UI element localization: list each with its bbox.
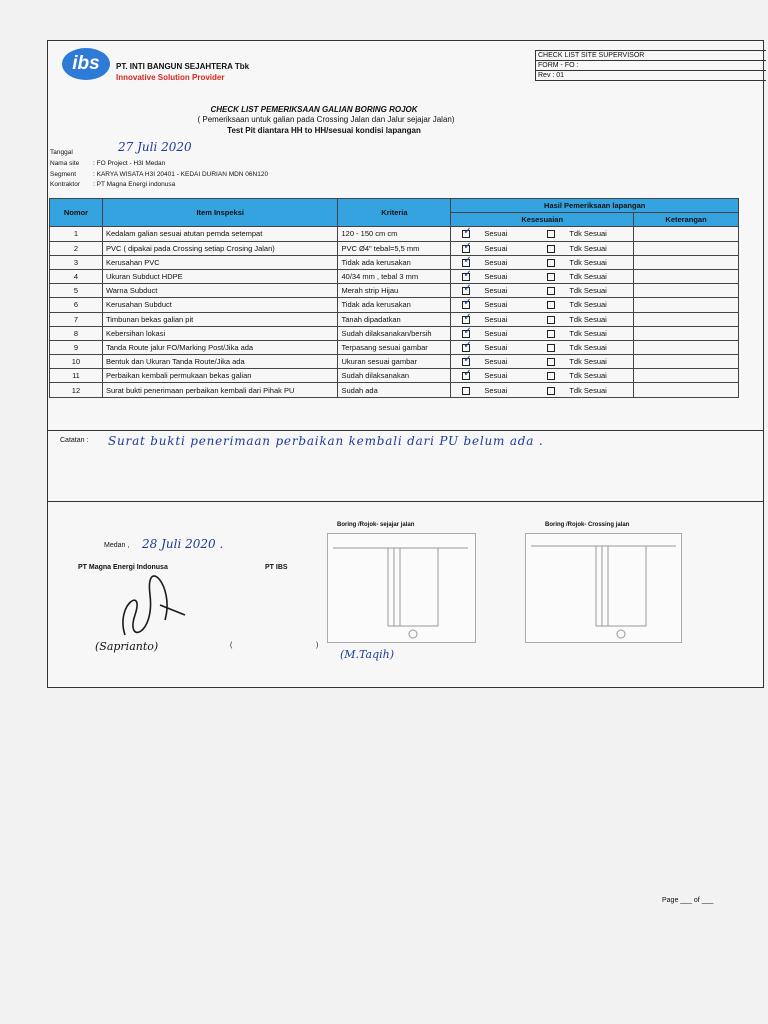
table-row (50, 227, 739, 241)
row-keterangan (634, 369, 739, 383)
company-tagline: Innovative Solution Provider (116, 73, 225, 82)
row-kriteria: Sudah dilaksanakan/bersih (338, 326, 451, 340)
row-item: Bentuk dan Ukuran Tanda Route/Jika ada (102, 355, 338, 369)
sesuai-label: Sesuai (484, 272, 508, 282)
tdk-sesuai-checkbox[interactable] (547, 273, 555, 281)
ibs-logo: ibs (62, 48, 110, 80)
sesuai-checkbox[interactable] (462, 316, 470, 324)
row-item: Ukuran Subduct HDPE (102, 269, 338, 283)
table-row (50, 241, 739, 255)
tdk-sesuai-checkbox[interactable] (547, 344, 555, 352)
row-item: Kerusahan Subduct (102, 298, 338, 312)
row-kesesuaian (451, 227, 634, 241)
site-label: Nama site (50, 160, 80, 167)
company-name: PT. INTI BANGUN SEJAHTERA Tbk (116, 62, 250, 71)
row-number: 2 (50, 241, 103, 255)
tdk-sesuai-checkbox[interactable] (547, 358, 555, 366)
tdk-sesuai-label: Tdk Sesuai (569, 257, 607, 267)
sesuai-label: Sesuai (484, 257, 508, 267)
form-box-line: CHECK LIST SITE SUPERVISOR (536, 51, 766, 61)
row-number: 1 (50, 227, 103, 241)
sesuai-checkbox[interactable] (462, 358, 470, 366)
test-pit-title: Test Pit diantara HH to HH/sesuai kondisi lapangan (227, 126, 421, 135)
row-keterangan (634, 284, 739, 298)
row-keterangan (634, 241, 739, 255)
row-item: Surat bukti penerimaan perbaikan kembali dari Pihak PU (102, 383, 338, 397)
sesuai-checkbox[interactable] (462, 230, 470, 238)
sesuai-checkbox[interactable] (462, 330, 470, 338)
row-number: 10 (50, 355, 103, 369)
row-kriteria: Tidak ada kerusakan (338, 298, 451, 312)
row-kriteria: Merah strip Hijau (338, 284, 451, 298)
sesuai-checkbox[interactable] (462, 287, 470, 295)
tanggal-value: 27 Juli 2020 (118, 140, 192, 154)
row-kriteria: PVC Ø4" tebal=5,5 mm (338, 241, 451, 255)
row-kesesuaian (451, 298, 634, 312)
row-kesesuaian (451, 255, 634, 269)
row-number: 4 (50, 269, 103, 283)
sesuai-checkbox[interactable] (462, 273, 470, 281)
kontraktor-label: Kontraktor (50, 181, 80, 188)
row-kesesuaian (451, 312, 634, 326)
sesuai-checkbox[interactable] (462, 387, 470, 395)
page-number: Page ___ of ___ (662, 897, 714, 904)
sesuai-checkbox[interactable] (462, 344, 470, 352)
row-keterangan (634, 298, 739, 312)
tdk-sesuai-label: Tdk Sesuai (569, 357, 607, 367)
row-kesesuaian (451, 284, 634, 298)
row-item: Kerusahan PVC (102, 255, 338, 269)
row-kriteria: 40/34 mm , tebal 3 mm (338, 269, 451, 283)
row-item: Warna Subduct (102, 284, 338, 298)
header-kriteria: Kriteria (338, 199, 451, 227)
sign-date: 28 Juli 2020 . (142, 537, 224, 551)
tdk-sesuai-label: Tdk Sesuai (569, 286, 607, 296)
tdk-sesuai-label: Tdk Sesuai (569, 342, 607, 352)
sesuai-checkbox[interactable] (462, 245, 470, 253)
sesuai-label: Sesuai (484, 342, 508, 352)
drawing-right-title: Boring /Rojok- Crossing jalan (545, 522, 630, 528)
sesuai-label: Sesuai (484, 357, 508, 367)
main-title: CHECK LIST PEMERIKSAAN GALIAN BORING ROJOK (210, 105, 418, 114)
drawing-crossing-jalan (525, 533, 682, 643)
sesuai-checkbox[interactable] (462, 259, 470, 267)
row-number: 3 (50, 255, 103, 269)
row-number: 7 (50, 312, 103, 326)
paren-close: ) (316, 642, 319, 649)
contractor-name: PT Magna Energi Indonusa (78, 564, 168, 571)
row-keterangan (634, 340, 739, 354)
row-kriteria: Terpasang sesuai gambar (338, 340, 451, 354)
tdk-sesuai-checkbox[interactable] (547, 259, 555, 267)
tdk-sesuai-checkbox[interactable] (547, 287, 555, 295)
sesuai-label: Sesuai (484, 314, 508, 324)
sesuai-checkbox[interactable] (462, 372, 470, 380)
drawing-crossing-sketch (526, 534, 681, 642)
row-number: 8 (50, 326, 103, 340)
tdk-sesuai-label: Tdk Sesuai (569, 385, 607, 395)
row-item: PVC ( dipakai pada Crossing setiap Crosing Jalan) (102, 241, 338, 255)
tdk-sesuai-checkbox[interactable] (547, 245, 555, 253)
row-kesesuaian (451, 241, 634, 255)
header-nomor: Nomor (50, 199, 103, 227)
row-keterangan (634, 269, 739, 283)
tdk-sesuai-checkbox[interactable] (547, 372, 555, 380)
row-item: Kebersihan lokasi (102, 326, 338, 340)
sub-title: ( Pemeriksaan untuk galian pada Crossing Jalan dan Jalur sejajar Jalan) (197, 115, 455, 124)
row-number: 5 (50, 284, 103, 298)
row-kriteria: Tidak ada kerusakan (338, 255, 451, 269)
row-number: 6 (50, 298, 103, 312)
table-row (50, 326, 739, 340)
tdk-sesuai-checkbox[interactable] (547, 301, 555, 309)
tdk-sesuai-label: Tdk Sesuai (569, 328, 607, 338)
row-number: 11 (50, 369, 103, 383)
row-item: Tanda Route jalur FO/Marking Post/Jika ada (102, 340, 338, 354)
drawing-sejajar-sketch (328, 534, 475, 642)
table-row (50, 269, 739, 283)
row-item: Timbunan bekas galian pit (102, 312, 338, 326)
table-row (50, 340, 739, 354)
tdk-sesuai-checkbox[interactable] (547, 330, 555, 338)
form-box-line: FORM - FO : (536, 61, 766, 71)
row-item: Kedalam galian sesuai atutan pemda setempat (102, 227, 338, 241)
sesuai-label: Sesuai (484, 243, 508, 253)
tdk-sesuai-label: Tdk Sesuai (569, 272, 607, 282)
row-kesesuaian (451, 355, 634, 369)
form-info-box (535, 50, 766, 81)
kontraktor-value: : PT Magna Energi indonusa (93, 181, 176, 188)
row-kriteria: Sudah ada (338, 383, 451, 397)
table-row (50, 369, 739, 383)
drawing-left-title: Boring /Rojok- sejajar jalan (337, 522, 415, 528)
row-keterangan (634, 355, 739, 369)
sesuai-label: Sesuai (484, 328, 508, 338)
row-keterangan (634, 383, 739, 397)
row-kriteria: Sudah dilaksanakan (338, 369, 451, 383)
row-kesesuaian (451, 326, 634, 340)
sign-city: Medan , (104, 542, 130, 549)
row-kriteria: 120 - 150 cm cm (338, 227, 451, 241)
site-value: : FO Project - H3I Medan (93, 160, 166, 167)
table-row (50, 298, 739, 312)
header-item: Item Inspeksi (102, 199, 338, 227)
form-box-line: Rev : 01 (538, 72, 565, 79)
row-keterangan (634, 312, 739, 326)
table-row (50, 284, 739, 298)
table-row (50, 255, 739, 269)
sesuai-label: Sesuai (484, 300, 508, 310)
table-row (50, 383, 739, 397)
table-row (50, 355, 739, 369)
sesuai-label: Sesuai (484, 286, 508, 296)
sesuai-label: Sesuai (484, 385, 508, 395)
tdk-sesuai-checkbox[interactable] (547, 316, 555, 324)
row-kriteria: Tanah dipadatkan (338, 312, 451, 326)
signer-name-1: (Saprianto) (95, 640, 159, 653)
tdk-sesuai-checkbox[interactable] (547, 387, 555, 395)
signer-name-2: (M.Taqih) (340, 648, 395, 661)
catatan-label: Catatan : (60, 437, 89, 444)
ibs-label: PT IBS (265, 564, 288, 571)
sesuai-label: Sesuai (484, 371, 508, 381)
segment-value: : KARYA WISATA H3I 20401 - KEDAI DURIAN MDN 06N120 (93, 171, 269, 178)
header-keterangan: Keterangan (634, 213, 739, 227)
tdk-sesuai-label: Tdk Sesuai (569, 300, 607, 310)
row-number: 12 (50, 383, 103, 397)
sesuai-label: Sesuai (484, 229, 508, 239)
header-hasil: Hasil Pemeriksaan lapangan (451, 199, 739, 213)
tdk-sesuai-label: Tdk Sesuai (569, 371, 607, 381)
row-keterangan (634, 255, 739, 269)
tdk-sesuai-label: Tdk Sesuai (569, 314, 607, 324)
row-kesesuaian (451, 340, 634, 354)
row-keterangan (634, 326, 739, 340)
tdk-sesuai-label: Tdk Sesuai (569, 229, 607, 239)
table-row (50, 312, 739, 326)
catatan-text: Surat bukti penerimaan perbaikan kembali dari PU belum ada . (108, 434, 544, 448)
sesuai-checkbox[interactable] (462, 301, 470, 309)
row-kesesuaian (451, 369, 634, 383)
row-kesesuaian (451, 383, 634, 397)
paren-open: ( (230, 642, 233, 649)
tanggal-label: Tanggal (50, 149, 73, 156)
row-item: Perbaikan kembali permukaan bekas galian (102, 369, 338, 383)
drawing-sejajar-jalan (327, 533, 476, 643)
tdk-sesuai-label: Tdk Sesuai (569, 243, 607, 253)
row-keterangan (634, 227, 739, 241)
header-kesesuaian: Kesesuaian (451, 213, 634, 227)
segment-label: Segment (50, 171, 77, 178)
signature-scribble-1 (105, 575, 195, 645)
row-kesesuaian (451, 269, 634, 283)
row-kriteria: Ukuran sesuai gambar (338, 355, 451, 369)
tdk-sesuai-checkbox[interactable] (547, 230, 555, 238)
inspection-table (49, 198, 739, 398)
row-number: 9 (50, 340, 103, 354)
